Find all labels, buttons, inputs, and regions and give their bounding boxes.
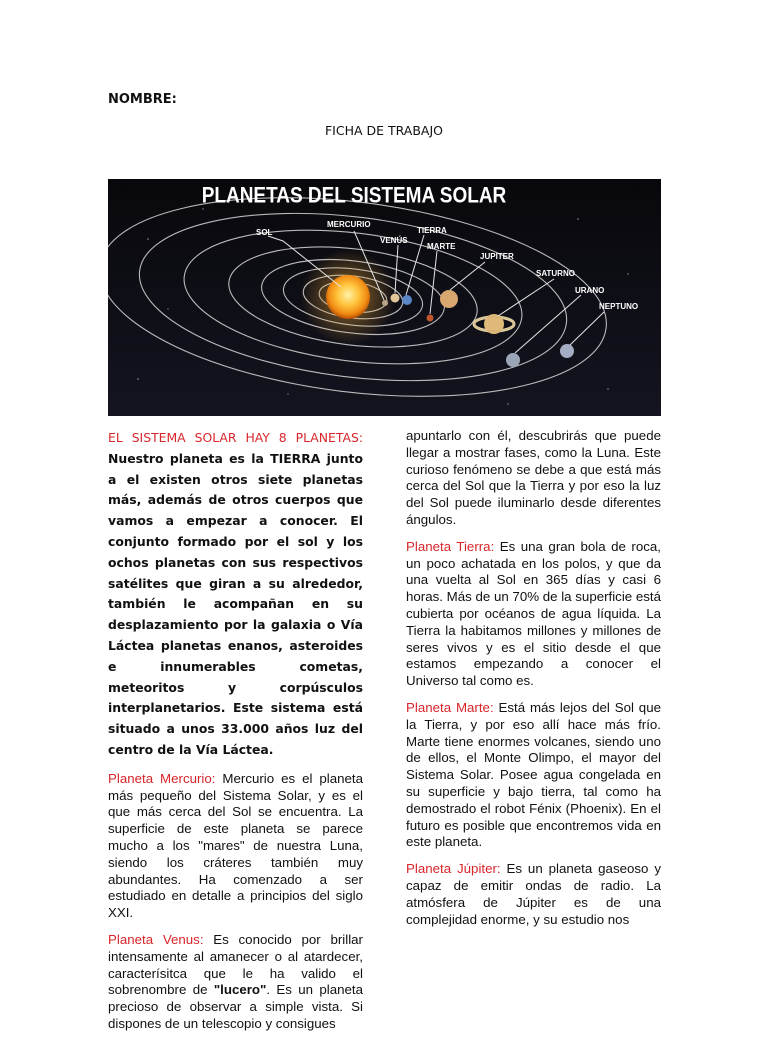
banner-title: PLANETAS DEL SISTEMA SOLAR xyxy=(201,183,507,208)
right-column xyxy=(406,428,661,938)
earth-graphic xyxy=(402,295,412,305)
venus-continued-paragraph xyxy=(406,428,661,529)
venus-graphic xyxy=(391,294,400,303)
mercurio-text: Mercurio es el planeta más pequeño del Sistema Solar, y es el que más cerca del Sol se encuentra. La superficie de este planeta se parece mucho a los "mares" de nuestra Luna, siendo los cráteres también muy abundantes. Ha comenzado a ser estudiado en detalle a principios del siglo XXI. xyxy=(108,770,363,921)
solar-system-illustration xyxy=(108,179,661,416)
nombre-label: NOMBRE: xyxy=(108,92,177,107)
tierra-paragraph xyxy=(406,539,661,690)
jupiter-graphic xyxy=(440,290,458,308)
left-column xyxy=(108,428,363,1043)
mercurio-paragraph xyxy=(108,771,363,922)
mercury-graphic xyxy=(382,300,388,306)
label-marte: MARTE xyxy=(427,242,456,251)
label-mercurio: MERCURIO xyxy=(327,220,371,229)
jupiter-paragraph xyxy=(406,861,661,928)
marte-heading: Planeta Marte: xyxy=(406,699,494,715)
marte-text: Está más lejos del Sol que la Tierra, y por eso allí hace más frío. Marte tiene enormes volcanes, siendo uno de ellos, el Monte Olimpo, el mayor del Sistema Solar. Posee agua congelada en su superficie y bajo tierra, tal como ha demostrado el robot Fénix (Phoenix). En el futuro es posible que encontremos vida en este planeta. xyxy=(406,699,661,850)
uranus-graphic xyxy=(506,353,520,367)
label-urano: URANO xyxy=(575,286,605,295)
mercurio-heading: Planeta Mercurio: xyxy=(108,770,216,786)
page-title-text: FICHA DE TRABAJO xyxy=(324,123,444,138)
neptune-graphic xyxy=(560,344,574,358)
venus-heading: Planeta Venus: xyxy=(108,931,204,947)
intro-text: Nuestro planeta es la TIERRA junto a el existen otros siete planetas más, además de otros cuerpos que vamos a empezar a conocer. El conjunto formado por el sol y los ochos planetas con sus respectivos satélites que giran a su alrededor, también le acompañan en su desplazamiento por la galaxia o Vía Láctea planetas enanos, asteroides e innumerables cometas, meteoritos y corpúsculos interplanetarios. Este sistema está situado a unos 33.000 años luz del centro de la Vía Láctea. xyxy=(108,450,363,757)
label-tierra: TIERRA xyxy=(417,226,447,235)
page-title xyxy=(0,123,768,138)
tierra-heading: Planeta Tierra: xyxy=(406,538,495,554)
marte-paragraph xyxy=(406,700,661,851)
venus-text-a: Es conocido por brillar intensamente al amanecer o al atardecer, caracterísitca que le ha valido el sobrenombre de xyxy=(108,931,363,998)
jupiter-text: Es un planeta gaseoso y capaz de emitir ondas de radio. La atmósfera de Júpiter es de una complejidad enorme, y su estudio nos xyxy=(406,861,661,927)
venus-paragraph xyxy=(108,932,363,1033)
mars-graphic xyxy=(427,315,434,322)
intro-paragraph xyxy=(108,428,363,761)
label-venus: VENÚS xyxy=(380,236,408,245)
label-saturno: SATURNO xyxy=(536,269,575,278)
intro-heading: EL SISTEMA SOLAR HAY 8 PLANETAS: xyxy=(108,430,363,445)
label-neptuno: NEPTUNO xyxy=(599,302,639,311)
venus-continued-text: apuntarlo con él, descubrirás que puede llegar a mostrar fases, como la Luna. Este curioso fenómeno se debe a que está más cerca del Sol que la Tierra y por eso la luz del Sol puede iluminarlo desde diferentes ángulos. xyxy=(406,428,661,527)
label-sol: SOL xyxy=(256,228,273,237)
solar-system-image xyxy=(108,179,661,416)
tierra-text: Es una gran bola de roca, un poco achatada en los polos, y que da una vuelta al Sol en 365 días y casi 6 horas. Más de un 70% de la superficie está cubierta por océanos de agua líquida. La Tierra la habitamos millones y millones de seres vivos y es el sitio desde el que estamos empezando a conocer el Universo tal como es. xyxy=(406,538,662,689)
sun-graphic xyxy=(326,275,370,319)
jupiter-heading: Planeta Júpiter: xyxy=(406,861,501,877)
venus-quote: "lucero" xyxy=(213,982,267,998)
venus-text-b: . Es un planeta precioso de observar a simple vista. Si dispones de un telescopio y consigues xyxy=(108,982,363,1031)
label-jupiter: JUPITER xyxy=(480,252,514,261)
